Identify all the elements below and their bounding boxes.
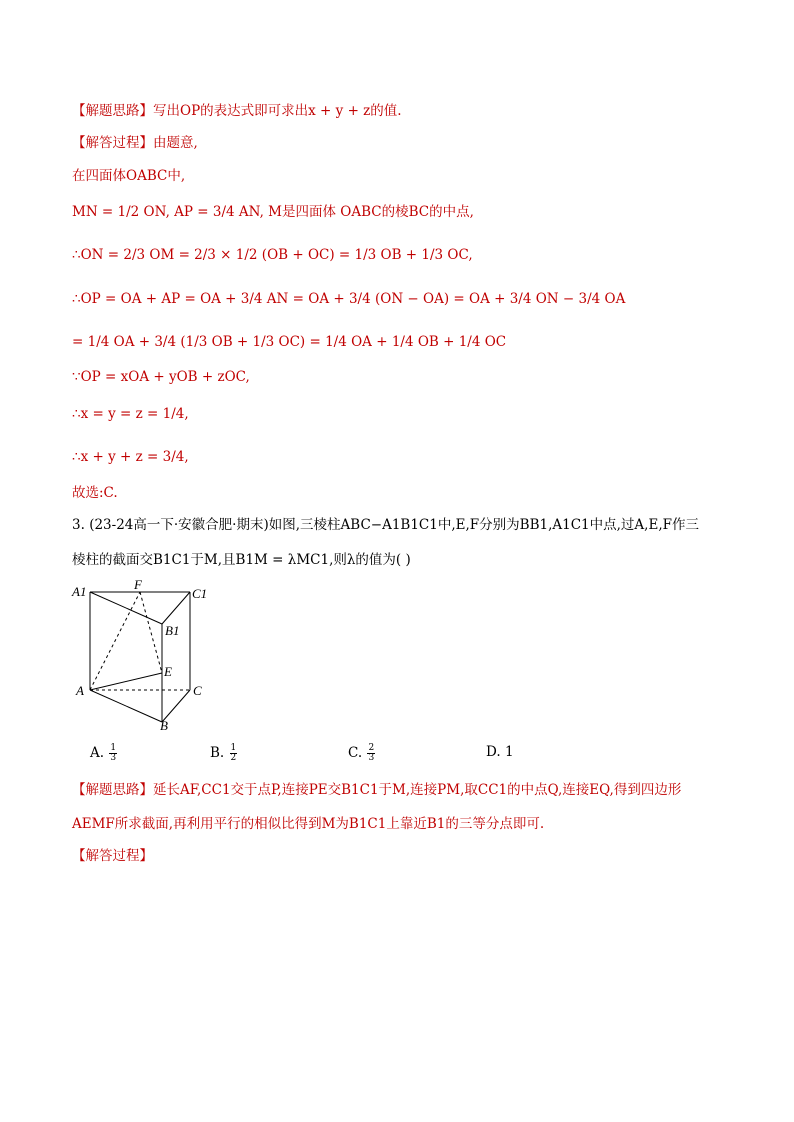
- op-basis-line: ∵OP = xOA + yOB + zOC,: [72, 369, 250, 385]
- choice-line: 故选:C.: [72, 485, 118, 501]
- problem-stem-1: 如图,三棱柱ABC−A1B1C1中,E,F分别为BB1,A1C1中点,过A,E,F作三: [268, 517, 699, 533]
- process-label: 【解答过程】: [72, 135, 153, 151]
- option-a-num: 1: [110, 743, 117, 753]
- label-a1: A1: [72, 584, 87, 599]
- xyz-sum-line: ∴x + y + z = 3/4,: [72, 449, 189, 465]
- problem-source: (23-24高一下·安徽合肥·期末): [89, 517, 269, 533]
- option-d-letter: D.: [486, 744, 501, 760]
- option-c[interactable]: [348, 744, 376, 763]
- label-c1: C1: [192, 586, 208, 601]
- option-b-letter: B.: [210, 745, 225, 761]
- solution-idea-line: [72, 101, 402, 121]
- problem3-stem-line2: 棱柱的截面交B1C1于M,且B1M = λMC1,则λ的值为( ): [72, 552, 411, 568]
- label-b: B: [160, 718, 168, 730]
- tetrahedron-line: 在四面体OABC中,: [72, 168, 186, 184]
- process-text: 由题意,: [153, 135, 198, 151]
- edge-ab: [90, 690, 162, 722]
- option-c-letter: C.: [348, 745, 363, 761]
- op-simplified-line: = 1/4 OA + 3/4 (1/3 OB + 1/3 OC) = 1/4 OA + 1/4 OB + 1/4 OC: [72, 334, 507, 350]
- option-b[interactable]: [210, 744, 238, 763]
- op-expression-line: ∴OP = OA + AP = OA + 3/4 AN = OA + 3/4 (ON − OA) = OA + 3/4 ON − 3/4 OA: [72, 291, 626, 307]
- label-e: E: [164, 664, 172, 679]
- on-expression-line: ∴ON = 2/3 OM = 2/3 × 1/2 (OB + OC) = 1/3 OB + 1/3 OC,: [72, 247, 473, 263]
- option-a[interactable]: [90, 744, 118, 763]
- segment-af-dashed: [90, 592, 140, 690]
- problem3-stem-line1: [72, 515, 699, 535]
- segment-fe-dashed: [140, 592, 162, 673]
- option-b-den: 2: [230, 753, 237, 763]
- solution-process-line: [72, 133, 198, 153]
- label-c: C: [193, 683, 202, 698]
- prism-figure: [70, 580, 210, 730]
- problem-number: 3.: [72, 517, 85, 533]
- option-d[interactable]: [486, 744, 514, 760]
- idea-label: 【解题思路】: [72, 103, 153, 119]
- problem3-idea-line1: [72, 780, 681, 800]
- xyz-equal-line: ∴x = y = z = 1/4,: [72, 406, 189, 422]
- problem3-idea-line2: AEMF所求截面,再利用平行的相似比得到M为B1C1上靠近B1的三等分点即可.: [72, 816, 545, 832]
- idea-text-1: 延长AF,CC1交于点P,连接PE交B1C1于M,连接PM,取CC1的中点Q,连接EQ,得到四边形: [153, 782, 682, 798]
- label-a: A: [76, 683, 84, 698]
- problem3-process-label: 【解答过程】: [72, 848, 153, 864]
- option-a-den: 3: [110, 753, 117, 763]
- segment-ae: [90, 673, 162, 690]
- option-a-letter: A.: [90, 745, 105, 761]
- option-d-value: 1: [504, 744, 514, 760]
- idea-text: 写出OP的表达式即可求出x + y + z的值.: [153, 103, 402, 119]
- edge-c1b1: [162, 592, 190, 624]
- option-b-num: 1: [230, 743, 237, 753]
- label-f: F: [134, 580, 142, 592]
- option-c-num: 2: [368, 743, 375, 753]
- mn-ap-line: MN = 1/2 ON, AP = 3/4 AN, M是四面体 OABC的棱BC的中点,: [72, 204, 474, 220]
- idea-label: 【解题思路】: [72, 782, 153, 798]
- option-c-den: 3: [368, 753, 375, 763]
- label-b1: B1: [165, 623, 180, 638]
